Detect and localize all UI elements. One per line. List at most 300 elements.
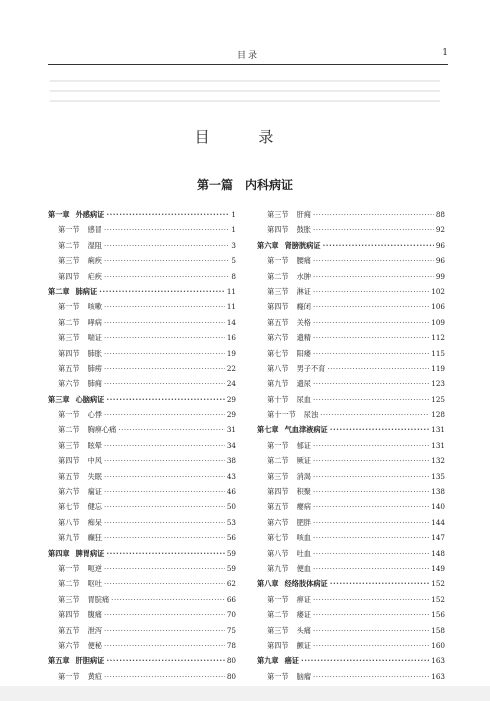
toc-chapter-entry[interactable] xyxy=(48,284,236,299)
toc-section-entry[interactable] xyxy=(257,499,445,514)
toc-entry-page: 135 xyxy=(431,471,445,481)
toc-entry-page: 75 xyxy=(226,625,236,635)
toc-leader-dots xyxy=(99,284,225,299)
toc-entry-number: 第二节 xyxy=(58,240,80,250)
toc-entry-page: 29 xyxy=(226,410,236,420)
toc-entry-page: 88 xyxy=(435,210,445,219)
toc-leader-dots xyxy=(313,546,429,561)
header-title: 目录 xyxy=(236,51,259,61)
toc-entry-title: 尿血 xyxy=(296,394,311,404)
toc-entry-number: 第九章 xyxy=(257,656,279,666)
toc-section-entry[interactable] xyxy=(48,623,236,638)
toc-entry-page: 11 xyxy=(226,302,236,312)
toc-entry-number: 第七节 xyxy=(58,502,80,512)
toc-section-entry[interactable] xyxy=(48,361,236,376)
toc-leader-dots xyxy=(313,207,434,222)
toc-section-entry[interactable] xyxy=(257,438,445,453)
toc-section-entry[interactable] xyxy=(257,392,445,407)
toc-entry-page: 102 xyxy=(431,286,445,296)
toc-section-entry[interactable] xyxy=(48,484,236,499)
toc-entry-title: 经络肢体病证 xyxy=(284,579,328,589)
toc-entry-page: 106 xyxy=(431,302,445,312)
toc-entry-number: 第二节 xyxy=(58,425,80,435)
toc-leader-dots xyxy=(313,669,429,684)
toc-leader-dots xyxy=(104,361,225,376)
toc-entry-number: 第一节 xyxy=(267,594,289,604)
toc-section-entry[interactable] xyxy=(48,438,236,453)
toc-leader-dots xyxy=(313,607,429,622)
toc-entry-title: 呃逆 xyxy=(87,563,102,573)
toc-section-entry[interactable] xyxy=(257,669,445,684)
toc-section-entry[interactable] xyxy=(48,407,236,422)
toc-entry-page: 59 xyxy=(226,563,236,573)
toc-entry-number: 第三章 xyxy=(48,394,70,404)
toc-section-entry[interactable] xyxy=(257,607,445,622)
toc-entry-title: 喘证 xyxy=(87,333,102,343)
toc-entry-number: 第六节 xyxy=(58,487,80,497)
toc-entry-number: 第二节 xyxy=(267,610,289,620)
toc-section-entry[interactable] xyxy=(257,330,445,345)
toc-entry-number: 第四节 xyxy=(58,610,80,620)
toc-leader-dots xyxy=(106,653,225,668)
toc-entry-page: 158 xyxy=(431,625,445,635)
toc-section-entry[interactable] xyxy=(48,299,236,314)
toc-entry-number: 第四节 xyxy=(58,348,80,358)
toc-entry-title: 肝胆病证 xyxy=(75,656,105,666)
toc-entry-title: 肺胀 xyxy=(87,348,102,358)
toc-leader-dots xyxy=(313,438,429,453)
toc-entry-title: 失眠 xyxy=(87,471,102,481)
toc-entry-number: 第一节 xyxy=(58,225,80,235)
toc-entry-page: 16 xyxy=(226,333,236,343)
toc-entry-number: 第一节 xyxy=(58,671,80,681)
toc-chapter-entry[interactable] xyxy=(257,238,445,253)
toc-entry-title: 健忘 xyxy=(87,502,102,512)
toc-entry-number: 第二节 xyxy=(58,579,80,589)
toc-entry-number: 第五节 xyxy=(267,502,289,512)
toc-entry-page: 53 xyxy=(226,517,236,527)
toc-section-entry[interactable] xyxy=(48,346,236,361)
toc-entry-number: 第三节 xyxy=(267,286,289,296)
toc-entry-number: 第一节 xyxy=(267,440,289,450)
toc-entry-page: 96 xyxy=(435,256,445,266)
toc-leader-dots xyxy=(313,269,434,284)
toc-entry-title: 中风 xyxy=(87,456,102,466)
toc-entry-page: 1 xyxy=(231,225,236,235)
toc-leader-dots xyxy=(104,407,225,422)
toc-leader-dots xyxy=(104,638,225,653)
toc-entry-number: 第七节 xyxy=(267,348,289,358)
toc-entry-page: 80 xyxy=(226,656,236,666)
running-header xyxy=(48,44,448,62)
toc-left-column xyxy=(48,207,236,700)
toc-entry-page: 160 xyxy=(431,640,445,650)
toc-leader-dots xyxy=(320,407,429,422)
toc-leader-dots xyxy=(104,453,225,468)
toc-entry-page: 62 xyxy=(226,579,236,589)
toc-leader-dots xyxy=(104,269,229,284)
toc-section-entry[interactable] xyxy=(48,515,236,530)
toc-entry-number: 第四节 xyxy=(58,271,80,281)
toc-entry-page: 19 xyxy=(226,348,236,358)
toc-entry-number: 第二章 xyxy=(48,286,70,296)
toc-entry-number: 第五节 xyxy=(58,471,80,481)
toc-section-entry[interactable] xyxy=(48,330,236,345)
toc-entry-number: 第六节 xyxy=(267,333,289,343)
toc-entry-title: 痹证 xyxy=(296,594,311,604)
toc-section-entry[interactable] xyxy=(257,530,445,545)
toc-section-entry[interactable] xyxy=(48,315,236,330)
toc-entry-page: 140 xyxy=(431,502,445,512)
toc-leader-dots xyxy=(104,222,229,237)
toc-entry-number: 第四节 xyxy=(267,487,289,497)
toc-entry-page: 115 xyxy=(431,348,445,358)
toc-section-entry[interactable] xyxy=(48,422,236,437)
toc-section-entry[interactable] xyxy=(48,238,236,253)
toc-leader-dots xyxy=(313,638,429,653)
toc-entry-number: 第一节 xyxy=(58,302,80,312)
toc-leader-dots xyxy=(330,422,430,437)
toc-entry-page: 38 xyxy=(226,456,236,466)
toc-leader-dots xyxy=(104,669,225,684)
toc-section-entry[interactable] xyxy=(257,207,445,222)
toc-leader-dots xyxy=(313,299,429,314)
toc-leader-dots xyxy=(111,592,225,607)
toc-entry-title: 消渴 xyxy=(296,471,311,481)
toc-entry-number: 第九节 xyxy=(58,533,80,543)
toc-entry-page: 112 xyxy=(431,333,445,343)
toc-entry-title: 水肿 xyxy=(296,271,311,281)
header-page-number: 1 xyxy=(442,48,448,58)
toc-entry-number: 第二节 xyxy=(58,317,80,327)
toc-section-entry[interactable] xyxy=(257,346,445,361)
toc-leader-dots xyxy=(104,607,225,622)
toc-entry-number: 第四节 xyxy=(267,640,289,650)
toc-section-entry[interactable] xyxy=(48,669,236,684)
toc-entry-page: 59 xyxy=(226,548,236,558)
toc-entry-title: 肾膀胱病证 xyxy=(284,240,321,250)
toc-entry-title: 遗精 xyxy=(296,333,311,343)
toc-entry-number: 第二节 xyxy=(267,456,289,466)
toc-entry-number: 第七节 xyxy=(267,533,289,543)
toc-entry-page: 96 xyxy=(435,240,445,250)
toc-leader-dots xyxy=(104,576,225,591)
toc-entry-number: 第四节 xyxy=(267,302,289,312)
toc-chapter-entry[interactable] xyxy=(48,653,236,668)
toc-section-entry[interactable] xyxy=(257,546,445,561)
toc-entry-title: 腹痛 xyxy=(87,610,102,620)
toc-entry-number: 第六节 xyxy=(58,379,80,389)
toc-leader-dots xyxy=(104,469,225,484)
toc-entry-page: 29 xyxy=(226,394,236,404)
toc-section-entry[interactable] xyxy=(48,269,236,284)
toc-entry-number: 第四章 xyxy=(48,548,70,558)
toc-entry-page: 131 xyxy=(431,440,445,450)
toc-entry-title: 头痛 xyxy=(296,625,311,635)
toc-entry-title: 气血津液病证 xyxy=(284,425,328,435)
toc-entry-number: 第八节 xyxy=(58,517,80,527)
toc-section-entry[interactable] xyxy=(257,284,445,299)
toc-entry-title: 肺痈 xyxy=(87,379,102,389)
toc-section-entry[interactable] xyxy=(48,576,236,591)
toc-leader-dots xyxy=(327,361,429,376)
toc-entry-title: 郁证 xyxy=(296,440,311,450)
toc-entry-number: 第一节 xyxy=(267,671,289,681)
toc-entry-title: 关格 xyxy=(296,317,311,327)
toc-entry-number: 第五节 xyxy=(58,363,80,373)
toc-leader-dots xyxy=(313,346,429,361)
toc-entry-title: 腰痛 xyxy=(296,256,311,266)
toc-leader-dots xyxy=(313,253,434,268)
toc-entry-page: 148 xyxy=(431,548,445,558)
toc-section-entry[interactable] xyxy=(48,253,236,268)
toc-entry-title: 遗尿 xyxy=(296,379,311,389)
toc-section-entry[interactable] xyxy=(257,376,445,391)
toc-entry-title: 痴呆 xyxy=(87,517,102,527)
toc-section-entry[interactable] xyxy=(257,253,445,268)
toc-leader-dots xyxy=(313,592,429,607)
toc-section-entry[interactable] xyxy=(48,376,236,391)
toc-entry-title: 眩晕 xyxy=(87,440,102,450)
toc-entry-number: 第五章 xyxy=(48,656,70,666)
toc-entry-number: 第八节 xyxy=(267,548,289,558)
toc-leader-dots xyxy=(313,222,434,237)
toc-section-entry[interactable] xyxy=(257,484,445,499)
toc-entry-number: 第三节 xyxy=(58,440,80,450)
toc-leader-dots xyxy=(313,561,429,576)
toc-section-entry[interactable] xyxy=(48,453,236,468)
toc-entry-number: 第一节 xyxy=(58,563,80,573)
toc-leader-dots xyxy=(313,330,429,345)
toc-chapter-entry[interactable] xyxy=(48,546,236,561)
toc-section-entry[interactable] xyxy=(257,515,445,530)
toc-leader-dots xyxy=(104,315,225,330)
toc-leader-dots xyxy=(330,576,430,591)
toc-section-entry[interactable] xyxy=(257,299,445,314)
toc-entry-page: 70 xyxy=(226,610,236,620)
toc-entry-page: 147 xyxy=(431,533,445,543)
toc-entry-title: 便秘 xyxy=(87,640,102,650)
toc-entry-title: 厥证 xyxy=(296,456,311,466)
toc-leader-dots xyxy=(104,623,225,638)
toc-leader-dots xyxy=(104,376,225,391)
toc-entry-page: 78 xyxy=(226,640,236,650)
toc-entry-title: 肺痨 xyxy=(87,363,102,373)
toc-entry-page: 24 xyxy=(226,379,236,389)
toc-leader-dots xyxy=(104,346,225,361)
toc-entry-number: 第三节 xyxy=(58,333,80,343)
toc-entry-page: 34 xyxy=(226,440,236,450)
toc-entry-number: 第六节 xyxy=(58,640,80,650)
toc-section-entry[interactable] xyxy=(257,469,445,484)
toc-chapter-entry[interactable] xyxy=(48,207,236,222)
toc-entry-page: 149 xyxy=(431,563,445,573)
toc-entry-number: 第三节 xyxy=(58,594,80,604)
toc-entry-title: 疟疾 xyxy=(87,271,102,281)
toc-entry-title: 咳嗽 xyxy=(87,302,102,312)
toc-entry-page: 56 xyxy=(226,533,236,543)
toc-entry-title: 痿证 xyxy=(296,610,311,620)
toc-leader-dots xyxy=(313,315,429,330)
toc-entry-page: 22 xyxy=(226,363,236,373)
toc-entry-number: 第六节 xyxy=(267,517,289,527)
toc-entry-page: 163 xyxy=(431,656,445,666)
toc-entry-page: 144 xyxy=(431,517,445,527)
toc-chapter-entry[interactable] xyxy=(257,422,445,437)
toc-section-entry[interactable] xyxy=(48,592,236,607)
header-rule xyxy=(48,64,448,65)
toc-leader-dots xyxy=(104,238,229,253)
toc-entry-number: 第四节 xyxy=(58,456,80,466)
toc-leader-dots xyxy=(313,623,429,638)
toc-entry-page: 3 xyxy=(231,240,236,250)
toc-entry-title: 癫狂 xyxy=(87,533,102,543)
toc-leader-dots xyxy=(104,330,225,345)
toc-entry-page: 11 xyxy=(226,286,236,296)
toc-entry-title: 癌证 xyxy=(284,656,299,666)
toc-leader-dots xyxy=(118,422,225,437)
toc-entry-page: 50 xyxy=(226,502,236,512)
toc-entry-title: 黄疸 xyxy=(87,671,102,681)
toc-leader-dots xyxy=(106,546,225,561)
toc-entry-number: 第八节 xyxy=(267,363,289,373)
toc-entry-page: 5 xyxy=(231,256,236,266)
toc-entry-title: 痢疾 xyxy=(87,256,102,266)
toc-right-column xyxy=(257,207,445,700)
toc-entry-number: 第二节 xyxy=(267,271,289,281)
toc-leader-dots xyxy=(104,438,225,453)
toc-section-entry[interactable] xyxy=(257,453,445,468)
toc-entry-page: 99 xyxy=(435,271,445,281)
toc-leader-dots xyxy=(106,392,225,407)
toc-section-entry[interactable] xyxy=(48,222,236,237)
toc-entry-page: 131 xyxy=(431,425,445,435)
toc-entry-page: 43 xyxy=(226,471,236,481)
toc-entry-number: 第六章 xyxy=(257,240,279,250)
toc-entry-page: 163 xyxy=(431,671,445,681)
toc-entry-number: 第三节 xyxy=(58,256,80,266)
toc-entry-page: 125 xyxy=(431,394,445,404)
toc-leader-dots xyxy=(313,284,429,299)
toc-leader-dots xyxy=(104,515,225,530)
toc-entry-title: 感冒 xyxy=(87,225,102,235)
toc-entry-number: 第四节 xyxy=(267,225,289,235)
toc-entry-page: 80 xyxy=(226,671,236,681)
toc-entry-page: 109 xyxy=(431,317,445,327)
toc-leader-dots xyxy=(323,238,434,253)
toc-leader-dots xyxy=(104,561,225,576)
toc-section-entry[interactable] xyxy=(257,361,445,376)
toc-entry-page: 8 xyxy=(231,271,236,281)
toc-entry-title: 积聚 xyxy=(296,487,311,497)
toc-entry-page: 152 xyxy=(431,594,445,604)
toc-leader-dots xyxy=(313,499,429,514)
toc-entry-title: 肺病证 xyxy=(75,286,98,296)
toc-leader-dots xyxy=(313,469,429,484)
toc-leader-dots xyxy=(104,299,225,314)
toc-entry-page: 14 xyxy=(226,317,236,327)
toc-entry-title: 哮病 xyxy=(87,317,102,327)
toc-entry-title: 湿阻 xyxy=(87,240,102,250)
toc-section-entry[interactable] xyxy=(257,561,445,576)
toc-entry-page: 138 xyxy=(431,487,445,497)
toc-leader-dots xyxy=(301,653,429,668)
toc-entry-number: 第八章 xyxy=(257,579,279,589)
toc-section-entry[interactable] xyxy=(257,407,445,422)
toc-entry-number: 第五节 xyxy=(58,625,80,635)
toc-entry-title: 痫证 xyxy=(87,487,102,497)
toc-entry-number: 第三节 xyxy=(267,625,289,635)
toc-section-entry[interactable] xyxy=(257,222,445,237)
toc-entry-page: 46 xyxy=(226,487,236,497)
toc-leader-dots xyxy=(313,376,429,391)
toc-entry-number: 第一节 xyxy=(267,256,289,266)
toc-entry-number: 第一章 xyxy=(48,210,70,219)
toc-entry-number: 第一节 xyxy=(58,410,80,420)
toc-chapter-entry[interactable] xyxy=(257,576,445,591)
toc-chapter-entry[interactable] xyxy=(48,392,236,407)
toc-entry-page: 128 xyxy=(431,410,445,420)
toc-entry-page: 119 xyxy=(431,363,445,373)
toc-entry-page: 132 xyxy=(431,456,445,466)
toc-section-entry[interactable] xyxy=(48,607,236,622)
toc-entry-page: 123 xyxy=(431,379,445,389)
toc-entry-title: 呕吐 xyxy=(87,579,102,589)
toc-section-entry[interactable] xyxy=(48,530,236,545)
toc-entry-page: 31 xyxy=(226,425,236,435)
toc-entry-title: 吐血 xyxy=(296,548,311,558)
toc-leader-dots xyxy=(106,207,229,222)
toc-entry-title: 胸痹心痛 xyxy=(87,425,117,435)
bleed-through-shadow xyxy=(50,72,440,112)
toc-leader-dots xyxy=(313,530,429,545)
toc-entry-title: 癃闭 xyxy=(296,302,311,312)
toc-entry-page: 152 xyxy=(431,579,445,589)
toc-entry-number: 第十一节 xyxy=(267,410,296,420)
scan-edge xyxy=(0,686,490,701)
toc-leader-dots xyxy=(104,530,225,545)
page-title: 目 录 xyxy=(194,128,296,146)
toc-entry-title: 便血 xyxy=(296,563,311,573)
toc-leader-dots xyxy=(313,515,429,530)
toc-entry-title: 泄泻 xyxy=(87,625,102,635)
toc-leader-dots xyxy=(104,499,225,514)
toc-section-entry[interactable] xyxy=(257,592,445,607)
toc-section-entry[interactable] xyxy=(48,499,236,514)
toc-entry-title: 外感病证 xyxy=(75,210,105,219)
toc-leader-dots xyxy=(104,253,229,268)
toc-section-entry[interactable] xyxy=(257,638,445,653)
toc-section-entry[interactable] xyxy=(48,638,236,653)
toc-section-entry[interactable] xyxy=(257,269,445,284)
toc-section-entry[interactable] xyxy=(48,469,236,484)
toc-entry-title: 鼓胀 xyxy=(296,225,311,235)
toc-entry-number: 第三节 xyxy=(267,471,289,481)
toc-entry-title: 心悸 xyxy=(87,410,102,420)
toc-entry-number: 第三节 xyxy=(267,210,289,219)
toc-leader-dots xyxy=(313,392,429,407)
toc-entry-title: 胃脘痛 xyxy=(87,594,110,604)
toc-entry-title: 淋证 xyxy=(296,286,311,296)
toc-entry-page: 92 xyxy=(435,225,445,235)
toc-section-entry[interactable] xyxy=(48,561,236,576)
toc-chapter-entry[interactable] xyxy=(257,653,445,668)
toc-section-entry[interactable] xyxy=(257,623,445,638)
toc-section-entry[interactable] xyxy=(257,315,445,330)
toc-entry-title: 心脑病证 xyxy=(75,394,105,404)
toc-entry-page: 1 xyxy=(231,210,236,219)
toc-leader-dots xyxy=(104,484,225,499)
